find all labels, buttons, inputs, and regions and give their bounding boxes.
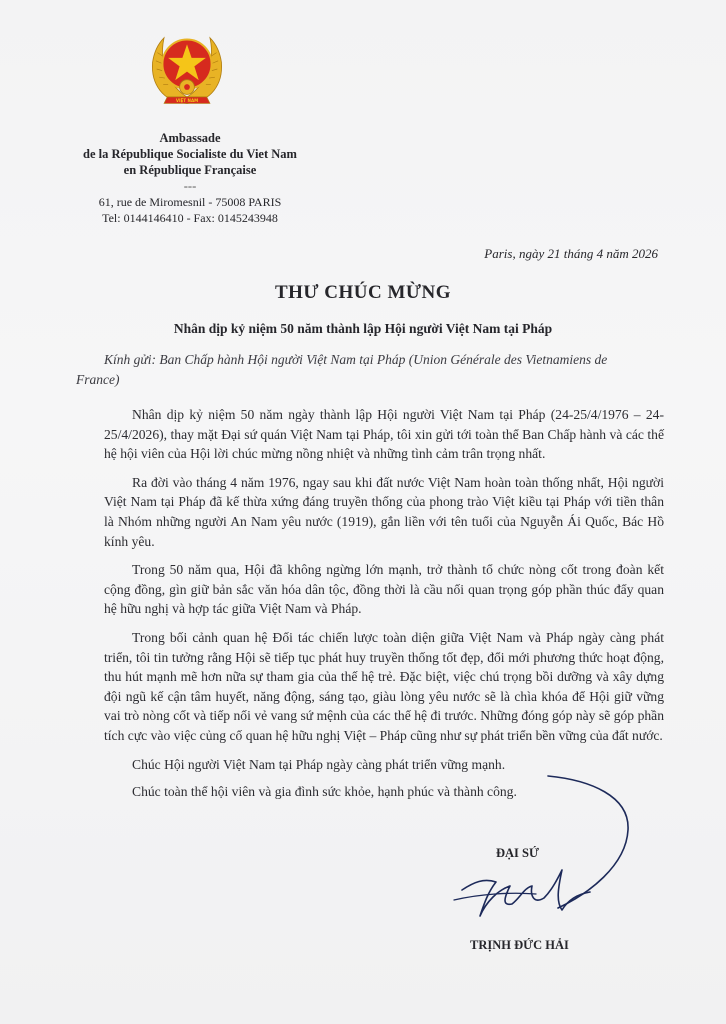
letterhead-org-line3: en République Française	[123, 163, 257, 177]
body-paragraph-2: Ra đời vào tháng 4 năm 1976, ngay sau khi đất nước Việt Nam hoàn toàn thống nhất, Hội người Việt Nam tại Pháp đã kế thừa xứng đáng truyền thống của phong trào Việt kiều tại Pháp với tiền thân là Nhóm những người An Nam yêu nước (1919), gắn liền với tên tuổi của Nguyễn Ái Quốc, Bác Hồ kính yêu.	[104, 474, 664, 549]
letter-salutation: Kính gửi: Ban Chấp hành Hội người Việt Nam tại Pháp (Union Générale des Vietnamiens de France)	[76, 352, 608, 387]
letterhead-org-line2: de la République Socialiste du Viet Nam	[83, 147, 297, 161]
letterhead-org-line1: Ambassade	[159, 131, 221, 145]
closing-line-2: Chúc toàn thể hội viên và gia đình sức khỏe, hạnh phúc và thành công.	[132, 784, 517, 800]
letterhead-address: 61, rue de Miromesnil - 75008 PARIS	[98, 195, 282, 209]
handwritten-signature	[440, 770, 640, 940]
signature-position-title: ĐẠI SỨ	[496, 846, 539, 860]
letter-body	[104, 405, 664, 810]
closing-line-1: Chúc Hội người Việt Nam tại Pháp ngày càng phát triển vững mạnh.	[132, 756, 506, 772]
letterhead-phone-fax: Tel: 0144146410 - Fax: 0145243948	[102, 211, 278, 225]
letterhead-separator: ---	[183, 179, 197, 193]
signature-name: TRỊNH ĐỨC HẢI	[470, 938, 569, 952]
body-paragraph-4: Trong bối cảnh quan hệ Đối tác chiến lược toàn diện giữa Việt Nam và Pháp ngày càng phát triển, tôi tin tưởng rằng Hội sẽ tiếp tục phát huy truyền thống tốt đẹp, đổi mới phương thức hoạt động, thu hút mạnh mẽ hơn nữa sự tham gia của thế hệ trẻ. Đặc biệt, việc chú trọng bồi dưỡng và xây dựng đội ngũ kế cận tâm huyết, năng động, sáng tạo, giàu lòng yêu nước sẽ là chìa khóa để Hội giữ vững vai trò nòng cốt và tiếp nối vẻ vang sứ mệnh của các thế hệ đi trước. Những đóng góp này sẽ góp phần tích cực vào việc củng cố quan hệ hữu nghị Việt – Pháp cũng như sự phát triển bền vững của đất nước.	[104, 629, 664, 743]
letter-date: Paris, ngày 21 tháng 4 năm 2026	[484, 246, 658, 261]
letterhead	[40, 130, 340, 226]
body-paragraph-3: Trong 50 năm qua, Hội đã không ngừng lớn mạnh, trở thành tổ chức nòng cốt trong đoàn kết cộng đồng, gìn giữ bản sắc văn hóa dân tộc, đồng thời là cầu nối quan trọng góp phần thúc đẩy quan hệ hữu nghị và hợp tác giữa Việt Nam và Pháp.	[104, 562, 664, 617]
national-emblem-icon	[146, 28, 228, 110]
letter-title: THƯ CHÚC MỪNG	[274, 282, 452, 303]
letter-subtitle: Nhân dịp kỷ niệm 50 năm thành lập Hội người Việt Nam tại Pháp	[173, 321, 553, 336]
emblem-ribbon-text: VIỆT NAM	[175, 98, 199, 104]
body-paragraph-1: Nhân dịp kỷ niệm 50 năm ngày thành lập Hội người Việt Nam tại Pháp (24-25/4/1976 – 24-25/4/2026), thay mặt Đại sứ quán Việt Nam tại Pháp, tôi xin gửi tới toàn thể Ban Chấp hành và các thế hệ hội viên của Hội lời chúc mừng nồng nhiệt và những tình cảm trân trọng nhất.	[104, 407, 664, 462]
